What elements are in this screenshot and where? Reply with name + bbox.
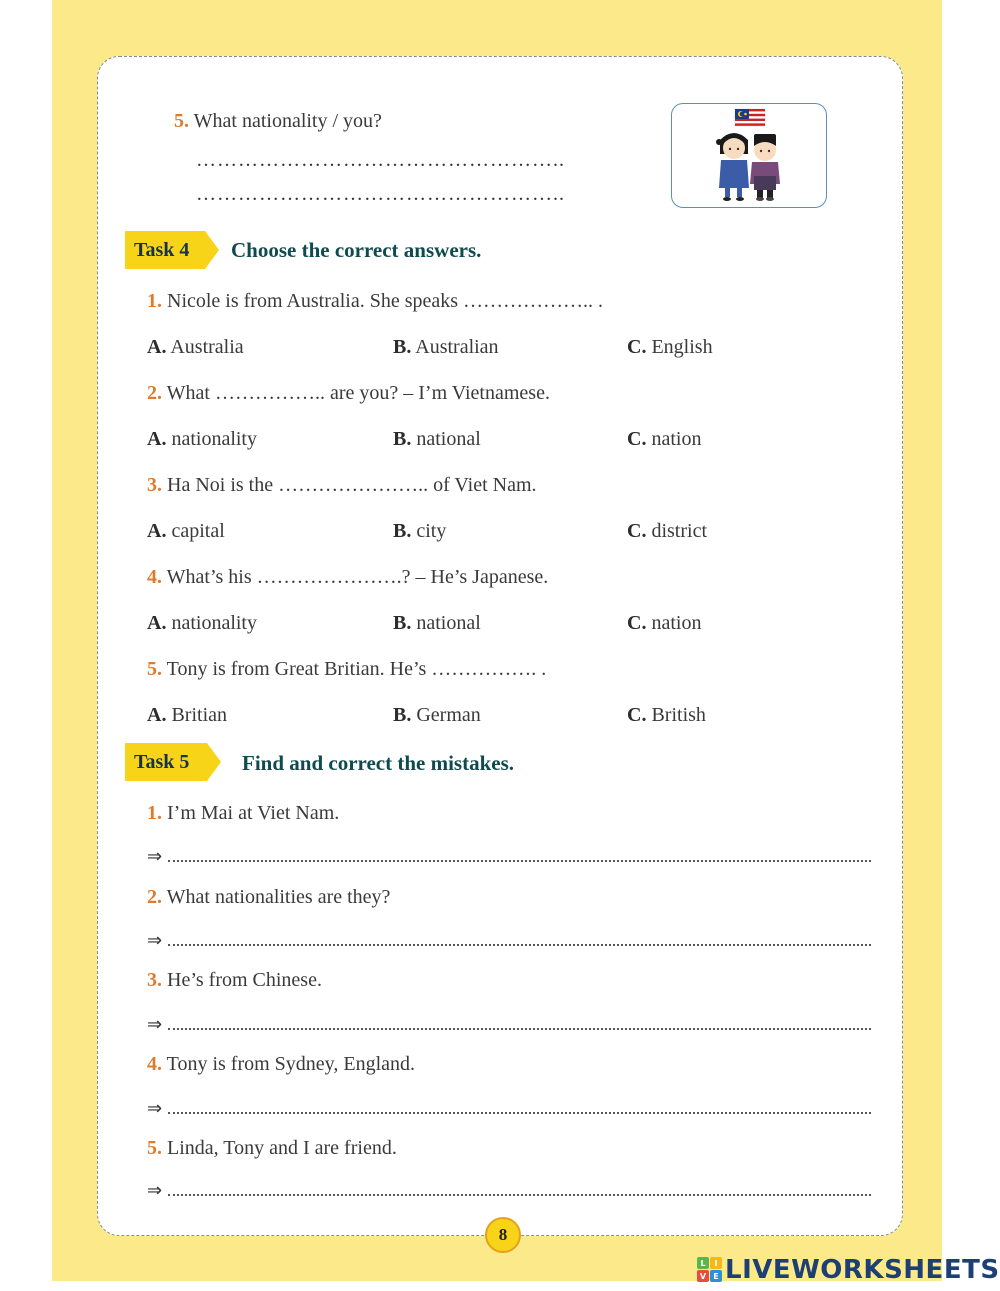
answer-fill[interactable] [168,856,871,862]
svg-text:E: E [713,1272,719,1281]
option-letter: B. [393,704,412,726]
question-text: I’m Mai at Viet Nam. [167,802,340,824]
task4-q4-option-a[interactable] [147,612,257,635]
question-number: 4. [147,566,162,588]
option-letter: C. [627,612,647,634]
option-text: capital [171,520,225,542]
task4-q3-option-c[interactable] [627,520,707,543]
task5-question-1 [147,802,339,825]
option-letter: C. [627,428,647,450]
liveworksheets-logo [697,1254,1000,1286]
task5-answer-line-1[interactable] [147,843,871,867]
question-number: 3. [147,474,162,496]
task5-answer-line-2[interactable] [147,927,871,951]
option-text: national [416,612,481,634]
prev-question-5 [174,110,382,133]
task4-q1-option-c[interactable] [627,336,713,359]
task5-label: Task 5 [125,743,207,781]
task4-q1-option-b[interactable] [393,336,499,359]
answer-fill[interactable] [168,1024,871,1030]
option-letter: B. [393,612,412,634]
option-text: Australia [170,336,244,358]
question-number: 3. [147,969,162,991]
question-text: Nicole is from Australia. She speaks ……………….. . [167,290,604,312]
task4-q4-option-b[interactable] [393,612,481,635]
question-number: 4. [147,1053,162,1075]
brand-name: LIVEWORKSHEETS [725,1255,1000,1285]
question-text: Ha Noi is the ………………….. of Viet Nam. [167,474,537,496]
task5-question-3 [147,969,322,992]
arrow-icon: ⇒ [147,1180,163,1201]
malaysian-children-image [671,103,827,208]
arrow-icon: ⇒ [147,930,163,951]
task4-q2-option-c[interactable] [627,428,701,451]
task4-question-4 [147,566,548,589]
question-text: Tony is from Great Britian. He’s ……………. . [166,658,547,680]
option-letter: A. [147,520,167,542]
option-letter: C. [627,520,647,542]
task4-q2-option-b[interactable] [393,428,481,451]
task4-question-1 [147,290,603,313]
option-text: Australian [415,336,499,358]
option-text: Britian [171,704,227,726]
option-letter: B. [393,520,412,542]
girl-figure-icon [716,133,749,201]
question-number: 2. [147,886,162,908]
answer-fill[interactable] [168,1190,871,1196]
option-letter: C. [627,704,647,726]
option-text: nationality [171,428,257,450]
option-text: district [651,520,707,542]
question-number: 2. [147,382,162,404]
task4-question-5 [147,658,546,681]
option-text: German [416,704,481,726]
option-text: nation [651,428,702,450]
question-text: What …………….. are you? – I’m Vietnamese. [166,382,550,404]
task4-question-3 [147,474,537,497]
task5-answer-line-5[interactable] [147,1177,871,1201]
task5-question-4 [147,1053,415,1076]
answer-dots-1[interactable]: …………………………………………….. [196,149,565,171]
option-letter: A. [147,428,167,450]
task4-q2-option-a[interactable] [147,428,257,451]
question-number: 5. [147,658,162,680]
option-text: British [651,704,706,726]
task4-label: Task 4 [125,231,205,269]
question-text: What’s his ………………….? – He’s Japanese. [166,566,549,588]
option-text: national [416,428,481,450]
svg-text:L: L [700,1259,706,1268]
arrow-icon: ⇒ [147,846,163,867]
question-text: He’s from Chinese. [167,969,322,991]
option-letter: A. [147,612,167,634]
task4-q3-option-b[interactable] [393,520,446,543]
answer-fill[interactable] [168,940,871,946]
task4-q5-option-a[interactable] [147,704,227,727]
svg-text:I: I [714,1259,718,1268]
page-number: 8 [485,1217,521,1253]
question-text: Linda, Tony and I are friend. [167,1137,397,1159]
question-number: 5. [147,1137,162,1159]
option-letter: A. [147,336,167,358]
task5-question-2 [147,886,390,909]
live-logo-icon [697,1257,723,1283]
svg-text:V: V [699,1272,707,1281]
answer-fill[interactable] [168,1108,871,1114]
question-number: 5. [174,110,189,132]
question-text: Tony is from Sydney, England. [166,1053,416,1075]
option-text: city [416,520,447,542]
task5-question-5 [147,1137,397,1160]
option-text: nation [651,612,702,634]
option-letter: C. [627,336,647,358]
option-letter: B. [393,336,412,358]
task4-title: Choose the correct answers. [231,238,482,262]
option-letter: B. [393,428,412,450]
task5-title: Find and correct the mistakes. [242,751,515,775]
malaysian-children-flag-icon [672,104,825,206]
arrow-icon: ⇒ [147,1014,163,1035]
task5-answer-line-3[interactable] [147,1011,871,1035]
option-text: English [651,336,713,358]
option-letter: A. [147,704,167,726]
option-text: nationality [171,612,257,634]
task4-question-2 [147,382,550,405]
task5-answer-line-4[interactable] [147,1095,871,1119]
question-number: 1. [147,290,162,312]
task4-q4-option-c[interactable] [627,612,701,635]
question-number: 1. [147,802,162,824]
question-text: What nationality / you? [193,110,382,132]
arrow-icon: ⇒ [147,1098,163,1119]
answer-dots-2[interactable]: …………………………………………….. [196,183,565,205]
task4-q1-option-a[interactable] [147,336,244,359]
task4-q3-option-a[interactable] [147,520,225,543]
question-text: What nationalities are they? [166,886,391,908]
boy-figure-icon [750,134,780,201]
task4-q5-option-c[interactable] [627,704,706,727]
task4-q5-option-b[interactable] [393,704,481,727]
malaysia-flag-icon [735,109,765,126]
